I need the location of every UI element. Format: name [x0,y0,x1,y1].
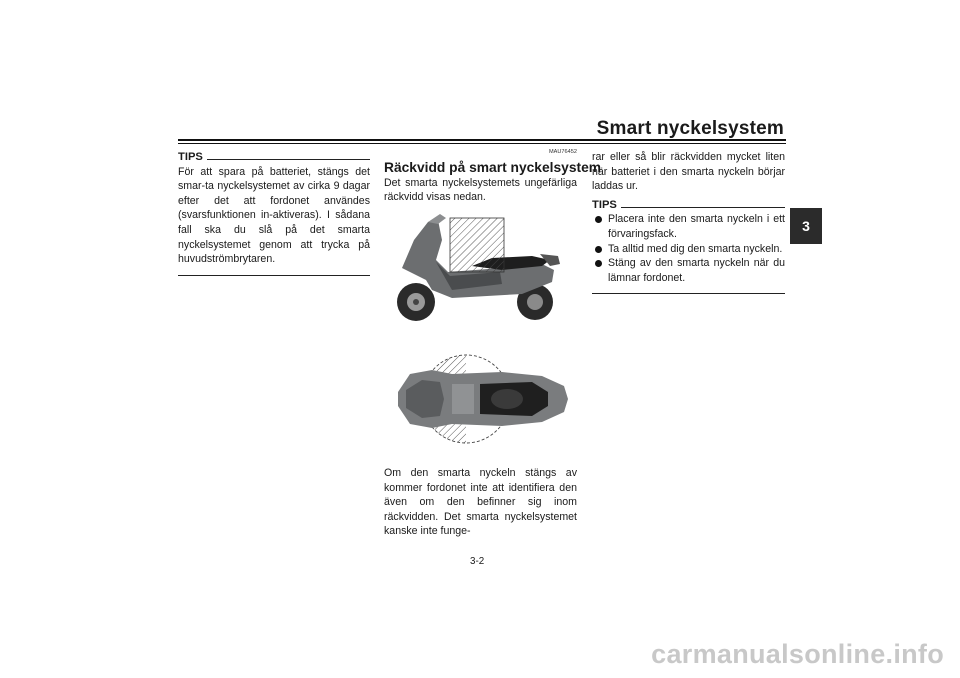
tips-end-rule [178,275,370,276]
document-code: MAU76452 [549,149,577,155]
scooter-top-view-figure [392,352,574,448]
tips-rule-right [621,207,785,208]
bullet-icon [595,246,602,253]
tips-rule [207,159,370,160]
intro-text: Det smarta nyckelsystemets ungefärliga räckvidd visas nedan. [384,176,577,204]
right-column [592,150,785,294]
bullet-icon [595,216,602,223]
list-item: Ta alltid med dig den smarta nyckeln. [592,242,785,257]
tips-header-right [592,198,785,213]
tips-label-right: TIPS [592,198,617,211]
tips-header [178,150,370,165]
continued-text: rar eller så blir räckvidden mycket liten när batteriet i den smarta nyckeln börjar laddas ur. [592,151,785,193]
left-column [178,150,370,276]
middle-column-bottom [384,466,577,539]
page-title: Smart nyckelsystem [596,118,784,139]
page-number: 3-2 [470,556,485,567]
list-item: Stäng av den smarta nyckeln när du lämnar fordonet. [592,256,785,285]
chapter-tab: 3 [790,208,822,244]
bullet-icon [595,260,602,267]
scooter-side-view-figure [392,210,568,334]
header-rule-thin [178,143,786,144]
tips-list [592,212,785,285]
middle-column [384,145,602,205]
paragraph-text: Om den smarta nyckeln stängs av kommer fordonet inte att identifiera den även om den befinner sig inom räckvidden. Det smarta nyckelsystemet kanske inte funge- [384,467,577,538]
header-rule [178,139,786,141]
tips-end-rule-right [592,293,785,294]
watermark: carmanualsonline.info [651,639,944,669]
section-heading: Räckvidd på smart nyckelsystem [384,159,602,175]
list-item: Placera inte den smarta nyckeln i ett förvaringsfack. [592,212,785,241]
tips-text: För att spara på batteriet, stängs det smar-ta nyckelsystemet av cirka 9 dagar efter det att fordonet användes (svarsfunktionen in-aktiveras). I sådana fall ska du slå på det smarta nyckelsystemet genom att trycka på huvudströmbrytaren. [178,165,370,266]
tips-label: TIPS [178,151,203,163]
